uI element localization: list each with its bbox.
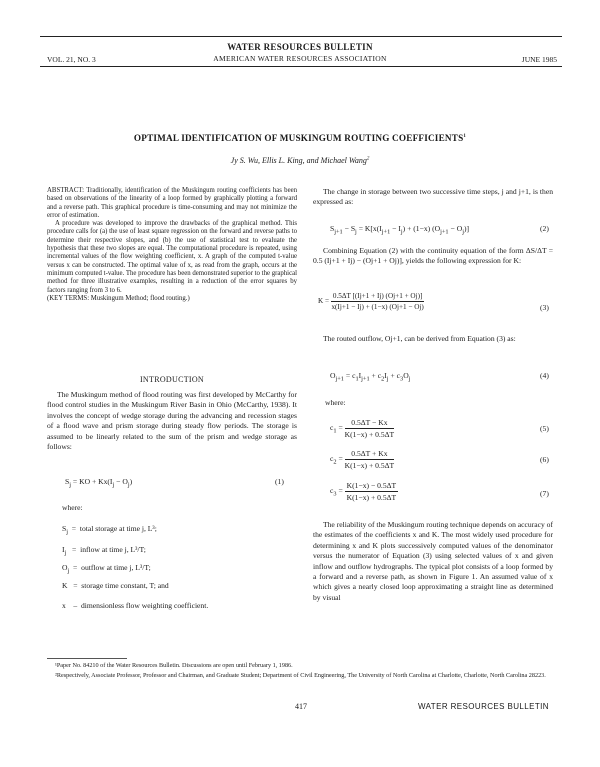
right-p3: The routed outflow, Oj+1, can be derived from Equation (3) as: — [323, 334, 516, 343]
equation-6-number: (6) — [540, 455, 549, 464]
right-paragraph-2 — [313, 246, 553, 267]
footnote-2: ²Respectively, Associate Professor, Professor and Chairman, and Graduate Student; Department of Civil Engineering, The University of North Carolina at Charlotte, Charlotte, North Carolina 28223. — [55, 672, 546, 679]
equation-5 — [330, 418, 394, 439]
equation-3-lhs: K = — [318, 297, 330, 306]
def-storage: $S_j$ = total storage at time j, L³; — [62, 524, 157, 536]
issue-date: JUNE 1985 — [521, 55, 557, 64]
paper-authors: Jy S. Wu, Ellis L. King, and Michael Wang$^2$ — [230, 156, 370, 165]
volume-issue: VOL. 21, NO. 3 — [47, 55, 96, 64]
right-paragraph-4 — [313, 520, 553, 603]
def-k: K = storage time constant, T; and — [62, 581, 169, 590]
def-outflow: $O_j$ = outflow at time j, L³/T; — [62, 563, 151, 575]
equation-2-number: (2) — [540, 224, 549, 233]
abstract-p1: ABSTRACT: Traditionally, identification of the Muskingum routing coefficients has been based on observations of the linearity of a loop formed by graphically plotting a forward and a reverse path. This graphical procedure is time-consuming and may not minimize the error of estimation. — [47, 187, 298, 219]
equation-7-number: (7) — [540, 489, 549, 498]
page-number: 417 — [295, 702, 307, 711]
equation-3-number: (3) — [540, 303, 549, 312]
association-name: AMERICAN WATER RESOURCES ASSOCIATION — [213, 54, 387, 63]
right-p4: The reliability of the Muskingum routing technique depends on accuracy of the estimates of the coefficients x and K. The most widely used procedure for determining x and K plots successively computed values of the denominator versus the numerator of Equation (3) using selected values of x and given inflow and outflow hydrographs. The typical plot consists of a loop formed by a forward and a reverse path, as shown in Figure 1. An assumed value of x which gives a nearly closed loop approximating a straight line as determined by visual — [313, 520, 553, 602]
intro-where: where: — [62, 503, 83, 512]
equation-7-denominator: K(1−x) + 0.5ΔT — [346, 493, 397, 502]
equation-6-numerator: 0.5ΔT + Kx — [345, 449, 395, 460]
right-paragraph-3 — [313, 334, 553, 344]
def-inflow: $I_j$ = inflow at time j, L³/T; — [62, 545, 146, 557]
equation-5-number: (5) — [540, 424, 549, 433]
intro-paragraph — [47, 390, 297, 452]
header-bottom-rule — [40, 66, 562, 67]
intro-heading: INTRODUCTION — [139, 375, 205, 384]
equation-5-lhs: $c_1$ = — [330, 423, 343, 435]
equation-6 — [330, 449, 394, 470]
equation-3-numerator: 0.5ΔT [(Ij+1 + Ij) (Oj+1 + Oj)] — [332, 292, 423, 300]
right-paragraph-1 — [313, 187, 553, 208]
equation-6-denominator: K(1−x) + 0.5ΔT — [344, 461, 395, 470]
equation-1: $S_j$ = KO + $Kx(I_j - O_j)$ — [65, 477, 133, 489]
equation-3 — [318, 292, 424, 311]
equation-1-number: (1) — [275, 477, 284, 486]
footer-journal: WATER RESOURCES BULLETIN — [418, 702, 549, 711]
right-p1: The change in storage between two successive time steps, j and j+1, is then expressed as: — [313, 187, 553, 207]
equation-4-number: (4) — [540, 371, 549, 380]
right-p2: Combining Equation (2) with the continuity equation of the form ΔS/ΔT = 0.5 (Ij+1 + Ij) − (Oj+1 + Oj)], yields the following expression for K: — [313, 246, 553, 266]
def-x: x – dimensionless flow weighting coefficient. — [62, 601, 209, 610]
abstract — [47, 187, 297, 303]
header-top-rule — [40, 36, 562, 37]
equation-7-lhs: $c_3$ = — [330, 486, 343, 498]
equation-3-denominator: x(Ij+1 − Ij) + (1−x) (Oj+1 − Oj) — [331, 303, 424, 311]
abstract-keywords: (KEY TERMS: Muskingum Method; flood routing.) — [47, 294, 190, 302]
intro-p1: The Muskingum method of flood routing was first developed by McCarthy for flood control studies in the Muskingum River Basin in Ohio (McCarthy, 1938). It involves the concept of wedge storage during the advancing and recession stages of a flood wave and prism storage during steady flow periods. The storage is assumed to be linearly related to the sum of the prism and wedge storage as follows: — [47, 390, 297, 452]
journal-name: WATER RESOURCES BULLETIN — [227, 42, 373, 52]
abstract-p2: A procedure was developed to improve the drawbacks of the graphical method. This procedure calls for (a) the use of least square regression on the forward and reverse paths to determine their respective slopes, and (b) the use of statistical test to evaluate the hypothesis that these two slopes are equal. The computational procedure is repeated, using incremental values of the flow weighting coefficient, x. A graph of the computed t-value versus x can be constructed. The optimal value of x, as read from the graph, occurs at the minimum computed t-value. The procedure has been demonstrated superior to the graphical method for three illustrative examples, resulting in a reduction of the error squares by factors ranging from 3 to 6. — [47, 220, 297, 294]
equation-7-numerator: K(1−x) − 0.5ΔT — [346, 481, 397, 490]
paper-title: OPTIMAL IDENTIFICATION OF MUSKINGUM ROUTING COEFFICIENTS$^1$ — [133, 133, 467, 143]
equation-2: $S_{j+1} - S_j = K[x(I_{j+1} - I_j) + (1-x) (O_{j+1} - O_j)]$ — [330, 224, 470, 236]
right-where: where: — [325, 398, 346, 407]
equation-7 — [330, 481, 398, 502]
footnote-1: ¹Paper No. 84210 of the Water Resources Bulletin. Discussions are open until February 1, 1986. — [55, 662, 293, 669]
equation-6-lhs: $c_2$ = — [330, 454, 343, 466]
equation-5-denominator: K(1−x) + 0.5ΔT — [344, 430, 395, 439]
equation-4: $O_{j+1} = c_1I_{j+1} + c_2I_j + c_3O_j$ — [330, 371, 411, 383]
footnote-rule — [47, 658, 127, 659]
equation-5-numerator: 0.5ΔT − Kx — [345, 418, 395, 429]
